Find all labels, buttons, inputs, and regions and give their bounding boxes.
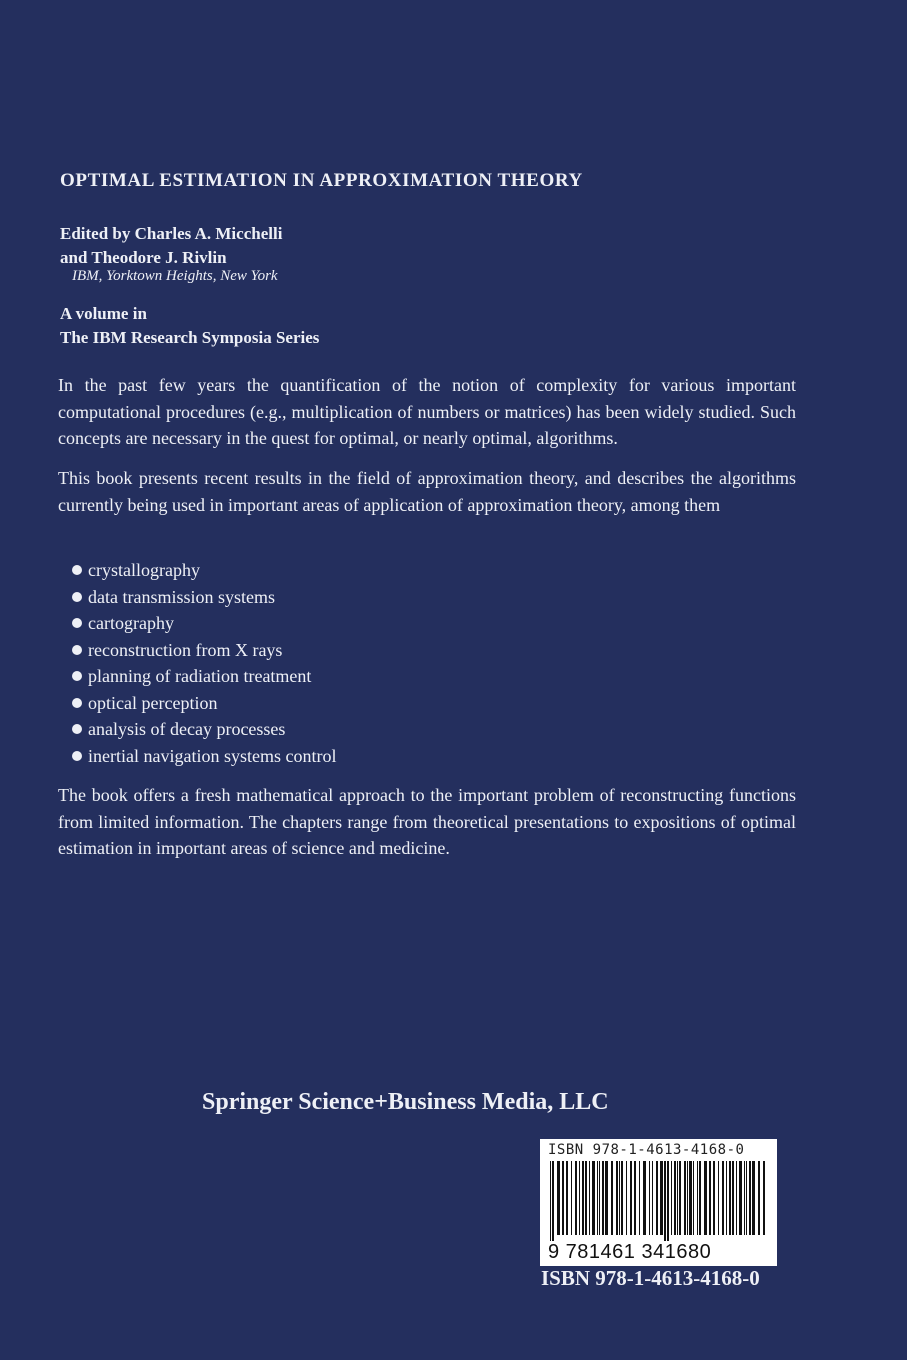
barcode-bar — [656, 1161, 658, 1235]
series-block — [60, 302, 319, 350]
barcode-bar — [709, 1161, 711, 1235]
bullet-icon — [72, 751, 82, 761]
editors-block — [60, 222, 282, 270]
barcode-bar — [752, 1161, 755, 1235]
barcode-bar — [571, 1161, 572, 1235]
barcode-isbn-label: ISBN 978-1-4613-4168-0 — [548, 1142, 745, 1158]
publisher-name: Springer Science+Business Media, LLC — [202, 1089, 609, 1115]
barcode-digits: 9 781461 341680 — [548, 1241, 712, 1263]
bullet-icon — [72, 618, 82, 628]
book-title: OPTIMAL ESTIMATION IN APPROXIMATION THEORY — [60, 170, 583, 191]
barcode-bar — [639, 1161, 640, 1235]
barcode-bar — [621, 1161, 623, 1235]
barcode-bar — [597, 1161, 598, 1235]
isbn-barcode — [540, 1139, 777, 1266]
barcode-bar — [718, 1161, 719, 1235]
description-paragraph-3: The book offers a fresh mathematical approach to the important problem of reconstructing functions from limited information. The chapters range from theoretical presentations to expositions of optimal estimation in important areas of science and medicine. — [58, 785, 796, 858]
description-paragraph-1: In the past few years the quantification of the notion of complexity for various important computational procedures (e.g., multiplication of numbers or matrices) has been widely studied. Such concepts are necessary in the quest for optimal, or nearly optimal, algorithms. — [58, 375, 796, 448]
barcode-bar — [582, 1161, 584, 1235]
barcode-bar — [687, 1161, 688, 1235]
barcode-bar — [630, 1161, 632, 1235]
barcode-bar — [744, 1161, 745, 1235]
barcode-bar — [713, 1161, 715, 1235]
barcode-bar — [704, 1161, 707, 1235]
list-item: crystallography — [72, 557, 336, 584]
barcode-bar — [763, 1161, 765, 1235]
barcode-bar — [619, 1161, 620, 1235]
barcode-bar — [697, 1161, 698, 1235]
barcode-bar — [552, 1161, 554, 1241]
bullet-icon — [72, 724, 82, 734]
barcode-bar — [722, 1161, 724, 1235]
barcode-bar — [664, 1161, 666, 1241]
bullet-icon — [72, 565, 82, 575]
barcode-bar — [736, 1161, 737, 1235]
editor-affiliation: IBM, Yorktown Heights, New York — [72, 268, 278, 284]
barcode-bar — [616, 1161, 618, 1235]
list-item: inertial navigation systems control — [72, 743, 336, 770]
barcode-bar — [689, 1161, 692, 1235]
barcode-bars — [548, 1161, 769, 1241]
barcode-bar — [602, 1161, 604, 1235]
series-line-1: A volume in — [60, 304, 147, 323]
barcode-bar — [674, 1161, 676, 1235]
barcode-bar — [671, 1161, 672, 1235]
list-item: reconstruction from X rays — [72, 637, 336, 664]
barcode-bar — [611, 1161, 613, 1235]
editor-line-1: Edited by Charles A. Micchelli — [60, 224, 283, 243]
barcode-bar — [652, 1161, 653, 1235]
barcode-bar — [626, 1161, 627, 1235]
barcode-bar — [649, 1161, 650, 1235]
barcode-bar — [550, 1161, 551, 1241]
barcode-bar — [599, 1161, 600, 1235]
barcode-bar — [605, 1161, 608, 1235]
barcode-bar — [726, 1161, 727, 1235]
barcode-bar — [746, 1161, 747, 1235]
bullet-icon — [72, 592, 82, 602]
barcode-bar — [566, 1161, 568, 1235]
series-line-2: The IBM Research Symposia Series — [60, 328, 320, 347]
editor-line-2: and Theodore J. Rivlin — [60, 248, 227, 267]
barcode-bar — [557, 1161, 560, 1235]
barcode-bar — [575, 1161, 577, 1235]
barcode-bar — [679, 1161, 681, 1235]
barcode-bar — [749, 1161, 751, 1235]
barcode-bar — [684, 1161, 686, 1235]
bullet-icon — [72, 645, 82, 655]
barcode-bar — [634, 1161, 636, 1235]
list-item: optical perception — [72, 690, 336, 717]
list-item: data transmission systems — [72, 584, 336, 611]
isbn-label: ISBN 978-1-4613-4168-0 — [541, 1266, 760, 1290]
barcode-bar — [585, 1161, 587, 1235]
barcode-bar — [693, 1161, 694, 1235]
barcode-bar — [589, 1161, 590, 1235]
barcode-bar — [592, 1161, 595, 1235]
barcode-bar — [729, 1161, 731, 1235]
list-item: analysis of decay processes — [72, 716, 336, 743]
list-item: cartography — [72, 610, 336, 637]
barcode-bar — [677, 1161, 678, 1235]
barcode-bar — [758, 1161, 760, 1235]
barcode-bar — [660, 1161, 663, 1235]
list-item: planning of radiation treatment — [72, 663, 336, 690]
applications-list — [72, 557, 336, 769]
barcode-bar — [579, 1161, 580, 1235]
bullet-icon — [72, 671, 82, 681]
barcode-bar — [732, 1161, 734, 1235]
barcode-bar — [667, 1161, 669, 1241]
bullet-icon — [72, 698, 82, 708]
description-paragraph-2: This book presents recent results in the field of approximation theory, and describes the algorithms currently being used in important areas of application of approximation theory, among them — [58, 468, 796, 515]
barcode-bar — [739, 1161, 742, 1235]
barcode-bar — [562, 1161, 564, 1235]
barcode-bar — [643, 1161, 646, 1235]
barcode-bar — [699, 1161, 701, 1235]
